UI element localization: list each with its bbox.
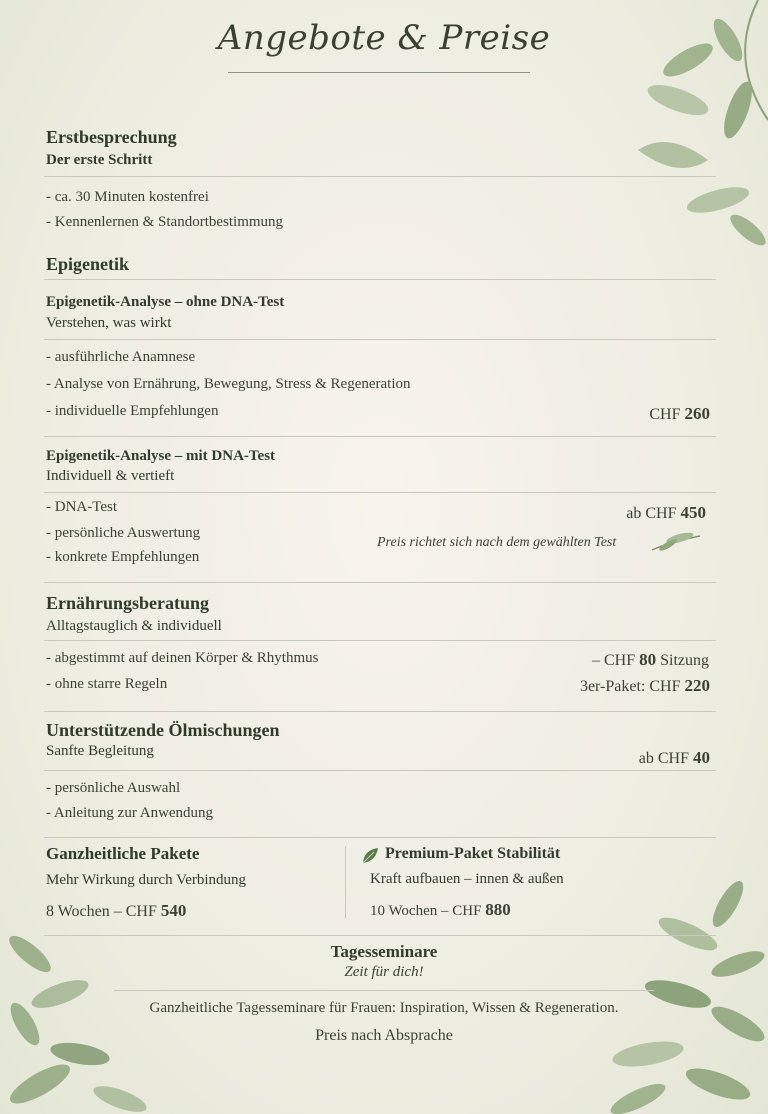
list-item: - Anleitung zur Anwendung: [46, 805, 214, 821]
epigenetik-ohne-subtitle: Verstehen, was wirkt: [46, 315, 172, 331]
list-item: - ausführliche Anamnese: [46, 349, 196, 365]
list-item: - Analyse von Ernährung, Bewegung, Stress & Regeneration: [46, 376, 411, 392]
premium-title: Premium-Paket Stabilität: [385, 845, 561, 862]
list-item: - abgestimmt auf deinen Körper & Rhythmus: [46, 650, 319, 666]
epigenetik-mit-title: Epigenetik-Analyse – mit DNA-Test: [46, 448, 276, 464]
divider: [44, 837, 716, 838]
divider: [44, 436, 716, 437]
list-item: - persönliche Auswertung: [46, 525, 201, 541]
ernaehrung-title: Ernährungsberatung: [46, 593, 210, 613]
list-item: - persönliche Auswahl: [46, 780, 181, 796]
page-title: Angebote & Preise: [217, 18, 551, 58]
divider: [44, 711, 716, 712]
seminare-description: Ganzheitliche Tagesseminare für Frauen: Inspiration, Wissen & Regeneration.: [149, 1000, 619, 1016]
epigenetik-ohne-title: Epigenetik-Analyse – ohne DNA-Test: [46, 294, 285, 310]
column-divider: [345, 846, 346, 918]
pakete-title: Ganzheitliche Pakete: [46, 844, 200, 863]
seminare-subtitle: Zeit für dich!: [344, 964, 424, 980]
epigenetik-mit-note: Preis richtet sich nach dem gewählten Test: [377, 535, 617, 550]
list-item: - DNA-Test: [46, 499, 118, 515]
epigenetik-mit-price: ab CHF 450: [626, 503, 706, 522]
seminare-title: Tagesseminare: [330, 942, 438, 961]
ernaehrung-subtitle: Alltagstauglich & individuell: [46, 618, 222, 634]
erstbesprechung-subtitle: Der erste Schritt: [46, 152, 153, 168]
divider: [114, 990, 654, 991]
epigenetik-title: Epigenetik: [46, 254, 130, 274]
oel-price: ab CHF 40: [638, 748, 710, 767]
ernaehrung-price-session: – CHF 80 Sitzung: [591, 650, 709, 669]
seminare-price: Preis nach Absprache: [315, 1027, 453, 1044]
divider: [44, 935, 716, 936]
ernaehrung-price-package: 3er-Paket: CHF 220: [579, 676, 710, 695]
divider: [44, 492, 716, 493]
premium-price: 10 Wochen – CHF 880: [370, 900, 511, 919]
pakete-subtitle: Mehr Wirkung durch Verbindung: [46, 872, 247, 888]
premium-subtitle: Kraft aufbauen – innen & außen: [370, 871, 564, 887]
list-item: - ca. 30 Minuten kostenfrei: [46, 189, 209, 205]
erstbesprechung-title: Erstbesprechung: [46, 127, 177, 147]
oel-title: Unterstützende Ölmischungen: [46, 720, 280, 740]
divider: [44, 640, 716, 641]
title-underline: [228, 72, 530, 73]
leaf-decoration-bottom-right: [578, 874, 768, 1114]
divider: [44, 339, 716, 340]
list-item: - Kennenlernen & Standortbestimmung: [46, 214, 284, 230]
pakete-price: 8 Wochen – CHF 540: [46, 901, 187, 920]
leaf-icon: [360, 846, 380, 866]
epigenetik-mit-subtitle: Individuell & vertieft: [46, 468, 175, 484]
divider: [44, 176, 716, 177]
list-item: - ohne starre Regeln: [46, 676, 168, 692]
divider: [44, 279, 716, 280]
epigenetik-ohne-price: CHF 260: [649, 404, 710, 423]
divider: [44, 582, 716, 583]
oel-subtitle: Sanfte Begleitung: [46, 743, 154, 759]
leaf-icon: [650, 530, 702, 554]
list-item: - individuelle Empfehlungen: [46, 403, 219, 419]
list-item: - konkrete Empfehlungen: [46, 549, 200, 565]
divider: [44, 770, 716, 771]
